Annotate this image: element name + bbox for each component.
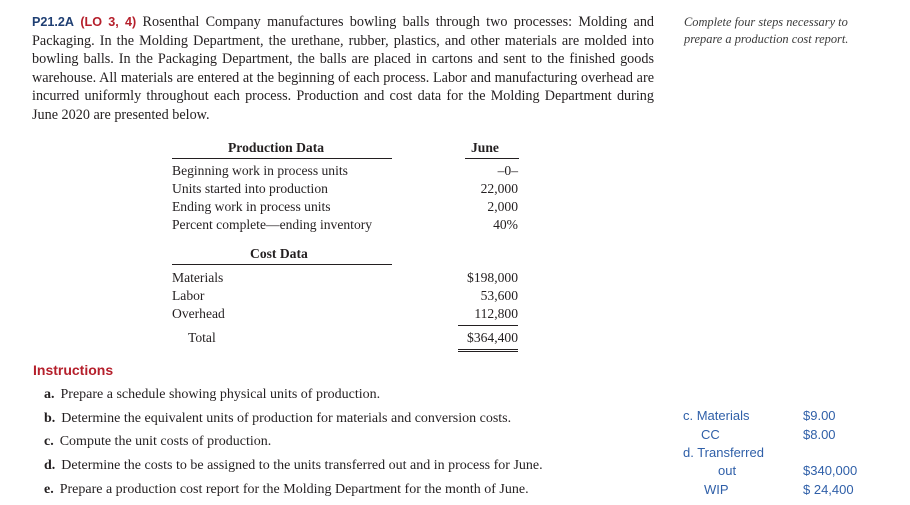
instruction-letter: a. xyxy=(44,387,55,402)
instruction-text: Prepare a production cost report for the Molding Department for the month of June. xyxy=(59,482,529,497)
cost-row-value: 53,600 xyxy=(480,288,518,303)
cost-total-label: Total xyxy=(188,330,216,345)
production-row-value: 2,000 xyxy=(487,199,518,214)
cost-row-label: Overhead xyxy=(172,306,225,321)
instruction-item xyxy=(44,387,380,403)
instruction-item xyxy=(44,482,529,498)
instruction-item xyxy=(44,458,543,474)
total-rule-bottom-2 xyxy=(458,351,518,352)
instruction-letter: b. xyxy=(44,411,56,426)
instructions-title: Instructions xyxy=(33,362,114,378)
instruction-letter: e. xyxy=(44,482,54,497)
production-row-value: 40% xyxy=(493,217,518,232)
cost-row-value: 112,800 xyxy=(474,306,518,321)
answer-d-label: d. Transferred xyxy=(683,445,764,460)
month-header: June xyxy=(471,140,499,155)
production-row-value: –0– xyxy=(497,163,518,178)
answer-d-out: $340,000 xyxy=(803,463,858,478)
cost-row-label: Labor xyxy=(172,288,205,303)
answer-cc-label: CC xyxy=(701,427,720,442)
instruction-item xyxy=(44,411,511,427)
answer-d-wip: $ 24,400 xyxy=(803,482,854,497)
production-row-label: Ending work in process units xyxy=(172,199,331,214)
instruction-text: Compute the unit costs of production. xyxy=(59,434,272,449)
cost-total-value: $364,400 xyxy=(467,330,518,345)
production-row-label: Units started into production xyxy=(172,181,328,196)
production-data-header: Production Data xyxy=(228,140,325,155)
instruction-text: Prepare a schedule showing physical units of production. xyxy=(60,387,381,402)
cost-row-value: $198,000 xyxy=(467,270,518,285)
problem-number: P21.2A xyxy=(32,15,75,29)
total-rule-top xyxy=(458,325,518,326)
learning-objectives: (LO 3, 4) xyxy=(80,15,137,29)
answer-c-label: c. Materials xyxy=(683,408,750,423)
production-row-label: Beginning work in process units xyxy=(172,163,348,178)
production-row-label: Percent complete—ending inventory xyxy=(172,217,373,232)
side-note: Complete four steps necessary to prepare a production cost report. xyxy=(684,15,849,46)
instruction-text: Determine the costs to be assigned to the units transferred out and in process for June. xyxy=(61,458,543,473)
total-rule-bottom-1 xyxy=(458,349,518,350)
instruction-text: Determine the equivalent units of production for materials and conversion costs. xyxy=(61,411,512,426)
instruction-letter: d. xyxy=(44,458,56,473)
month-header-rule xyxy=(465,158,519,159)
instruction-item xyxy=(44,434,271,450)
problem-text xyxy=(32,13,654,125)
cost-header-rule xyxy=(172,264,392,265)
instruction-letter: c. xyxy=(44,434,54,449)
answer-c-materials: $9.00 xyxy=(803,408,836,423)
cost-row-label: Materials xyxy=(172,270,224,285)
production-row-value: 22,000 xyxy=(480,181,518,196)
answer-c-cc: $8.00 xyxy=(803,427,836,442)
production-header-rule xyxy=(172,158,392,159)
cost-data-header: Cost Data xyxy=(250,246,308,261)
problem-body: Rosenthal Company manufactures bowling balls through two processes: Molding and Packaging. In the Molding Department, the urethane, rubber, plastics, and other materials are molded into bowling balls. In the Packaging Department, the balls are placed in cartons and sent to the finished goods warehouse. All materials are entered at the beginning of each process. Labor and manufacturing overhead are incurred uniformly throughout each process. Production and cost data for the Molding Department during June 2020 are presented below. xyxy=(32,14,655,123)
answer-out-label: out xyxy=(718,463,737,478)
answer-wip-label: WIP xyxy=(704,482,729,497)
